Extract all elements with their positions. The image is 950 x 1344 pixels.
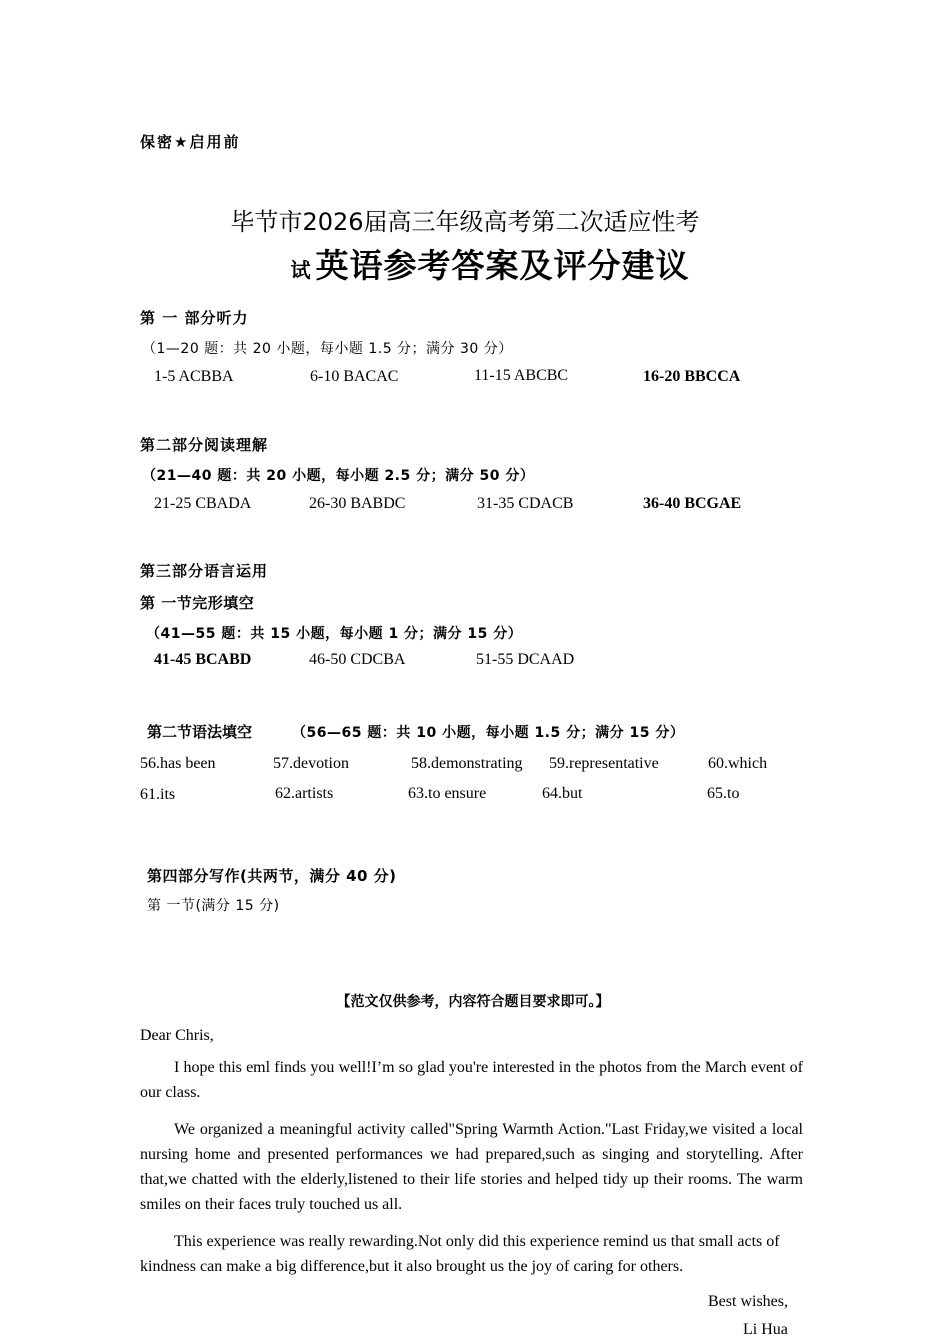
- sample-essay-note: 【范文仅供参考，内容符合题目要求即可。】: [336, 994, 610, 1010]
- page-title-line2: [0, 240, 950, 287]
- letter-greeting: Dear Chris,: [140, 1027, 214, 1044]
- letter-closing: Best wishes,: [708, 1293, 788, 1310]
- page-title-prefix: 试: [290, 258, 311, 282]
- cloze-section-heading: 第 一节完形填空: [140, 594, 255, 612]
- grammar-answer: 63.to ensure: [408, 785, 487, 802]
- answer-group: 6-10 BACAC: [310, 368, 399, 385]
- grammar-answer: 57.devotion: [273, 755, 349, 772]
- part4-heading: 第四部分写作(共两节，满分 40 分): [147, 867, 397, 885]
- answer-group: 1-5 ACBBA: [154, 368, 234, 385]
- grammar-answer: 56.has been: [140, 755, 216, 772]
- letter-signature: Li Hua: [743, 1321, 788, 1338]
- answer-group: 21-25 CBADA: [154, 495, 252, 512]
- answer-group: 36-40 BCGAE: [643, 495, 742, 512]
- letter-paragraph: We organized a meaningful activity called"Spring Warmth Action."Last Friday,we visited a local nursing home and presented performances we had prepared,such as singing and storytelling. After that,we chatted with the elderly,listened to their life stories and helped tidy up their rooms. The warm smiles on their faces truly touched us all.: [140, 1121, 803, 1213]
- answer-group: 46-50 CDCBA: [309, 651, 406, 668]
- confidential-label: 保密★启用前: [140, 133, 241, 151]
- answer-group: 26-30 BABDC: [309, 495, 406, 512]
- grammar-section-heading: 第二节语法填空: [147, 723, 253, 741]
- answer-group: 31-35 CDACB: [477, 495, 574, 512]
- grammar-answer: 58.demonstrating: [411, 755, 523, 772]
- grammar-section-note: （56—65 题：共 10 小题，每小题 1.5 分；满分 15 分）: [292, 725, 685, 741]
- letter-paragraph: I hope this eml finds you well!I’m so glad you're interested in the photos from the March event of our class.: [140, 1059, 803, 1101]
- answer-group: 11-15 ABCBC: [474, 367, 569, 384]
- part1-note: （1—20 题：共 20 小题，每小题 1.5 分；满分 30 分）: [142, 341, 513, 357]
- grammar-answer: 64.but: [542, 785, 583, 802]
- answer-group: 41-45 BCABD: [154, 651, 252, 668]
- answer-group: 16-20 BBCCA: [643, 368, 741, 385]
- page-title-main: 英语参考答案及评分建议: [315, 246, 690, 285]
- grammar-answer: 61.its: [140, 786, 176, 803]
- letter-paragraph: This experience was really rewarding.Not only did this experience remind us that small acts of kindness can make a big difference,but it also brought us the joy of caring for others.: [140, 1233, 780, 1275]
- writing-section1-heading: 第 一节(满分 15 分): [147, 898, 280, 914]
- grammar-answer: 60.which: [708, 755, 768, 772]
- part3-heading: 第三部分语言运用: [140, 562, 269, 580]
- part2-note: （21—40 题：共 20 小题，每小题 2.5 分；满分 50 分）: [142, 468, 535, 484]
- part1-heading: 第 一 部分听力: [140, 309, 249, 327]
- grammar-answer: 65.to: [707, 785, 740, 802]
- grammar-answer: 59.representative: [549, 755, 659, 772]
- part2-heading: 第二部分阅读理解: [140, 436, 269, 454]
- answer-group: 51-55 DCAAD: [476, 651, 575, 668]
- grammar-answer: 62.artists: [275, 785, 334, 802]
- page-title-line1: 毕节市2026届高三年级高考第二次适应性考: [230, 208, 700, 236]
- cloze-section-note: （41—55 题：共 15 小题，每小题 1 分；满分 15 分）: [146, 626, 523, 642]
